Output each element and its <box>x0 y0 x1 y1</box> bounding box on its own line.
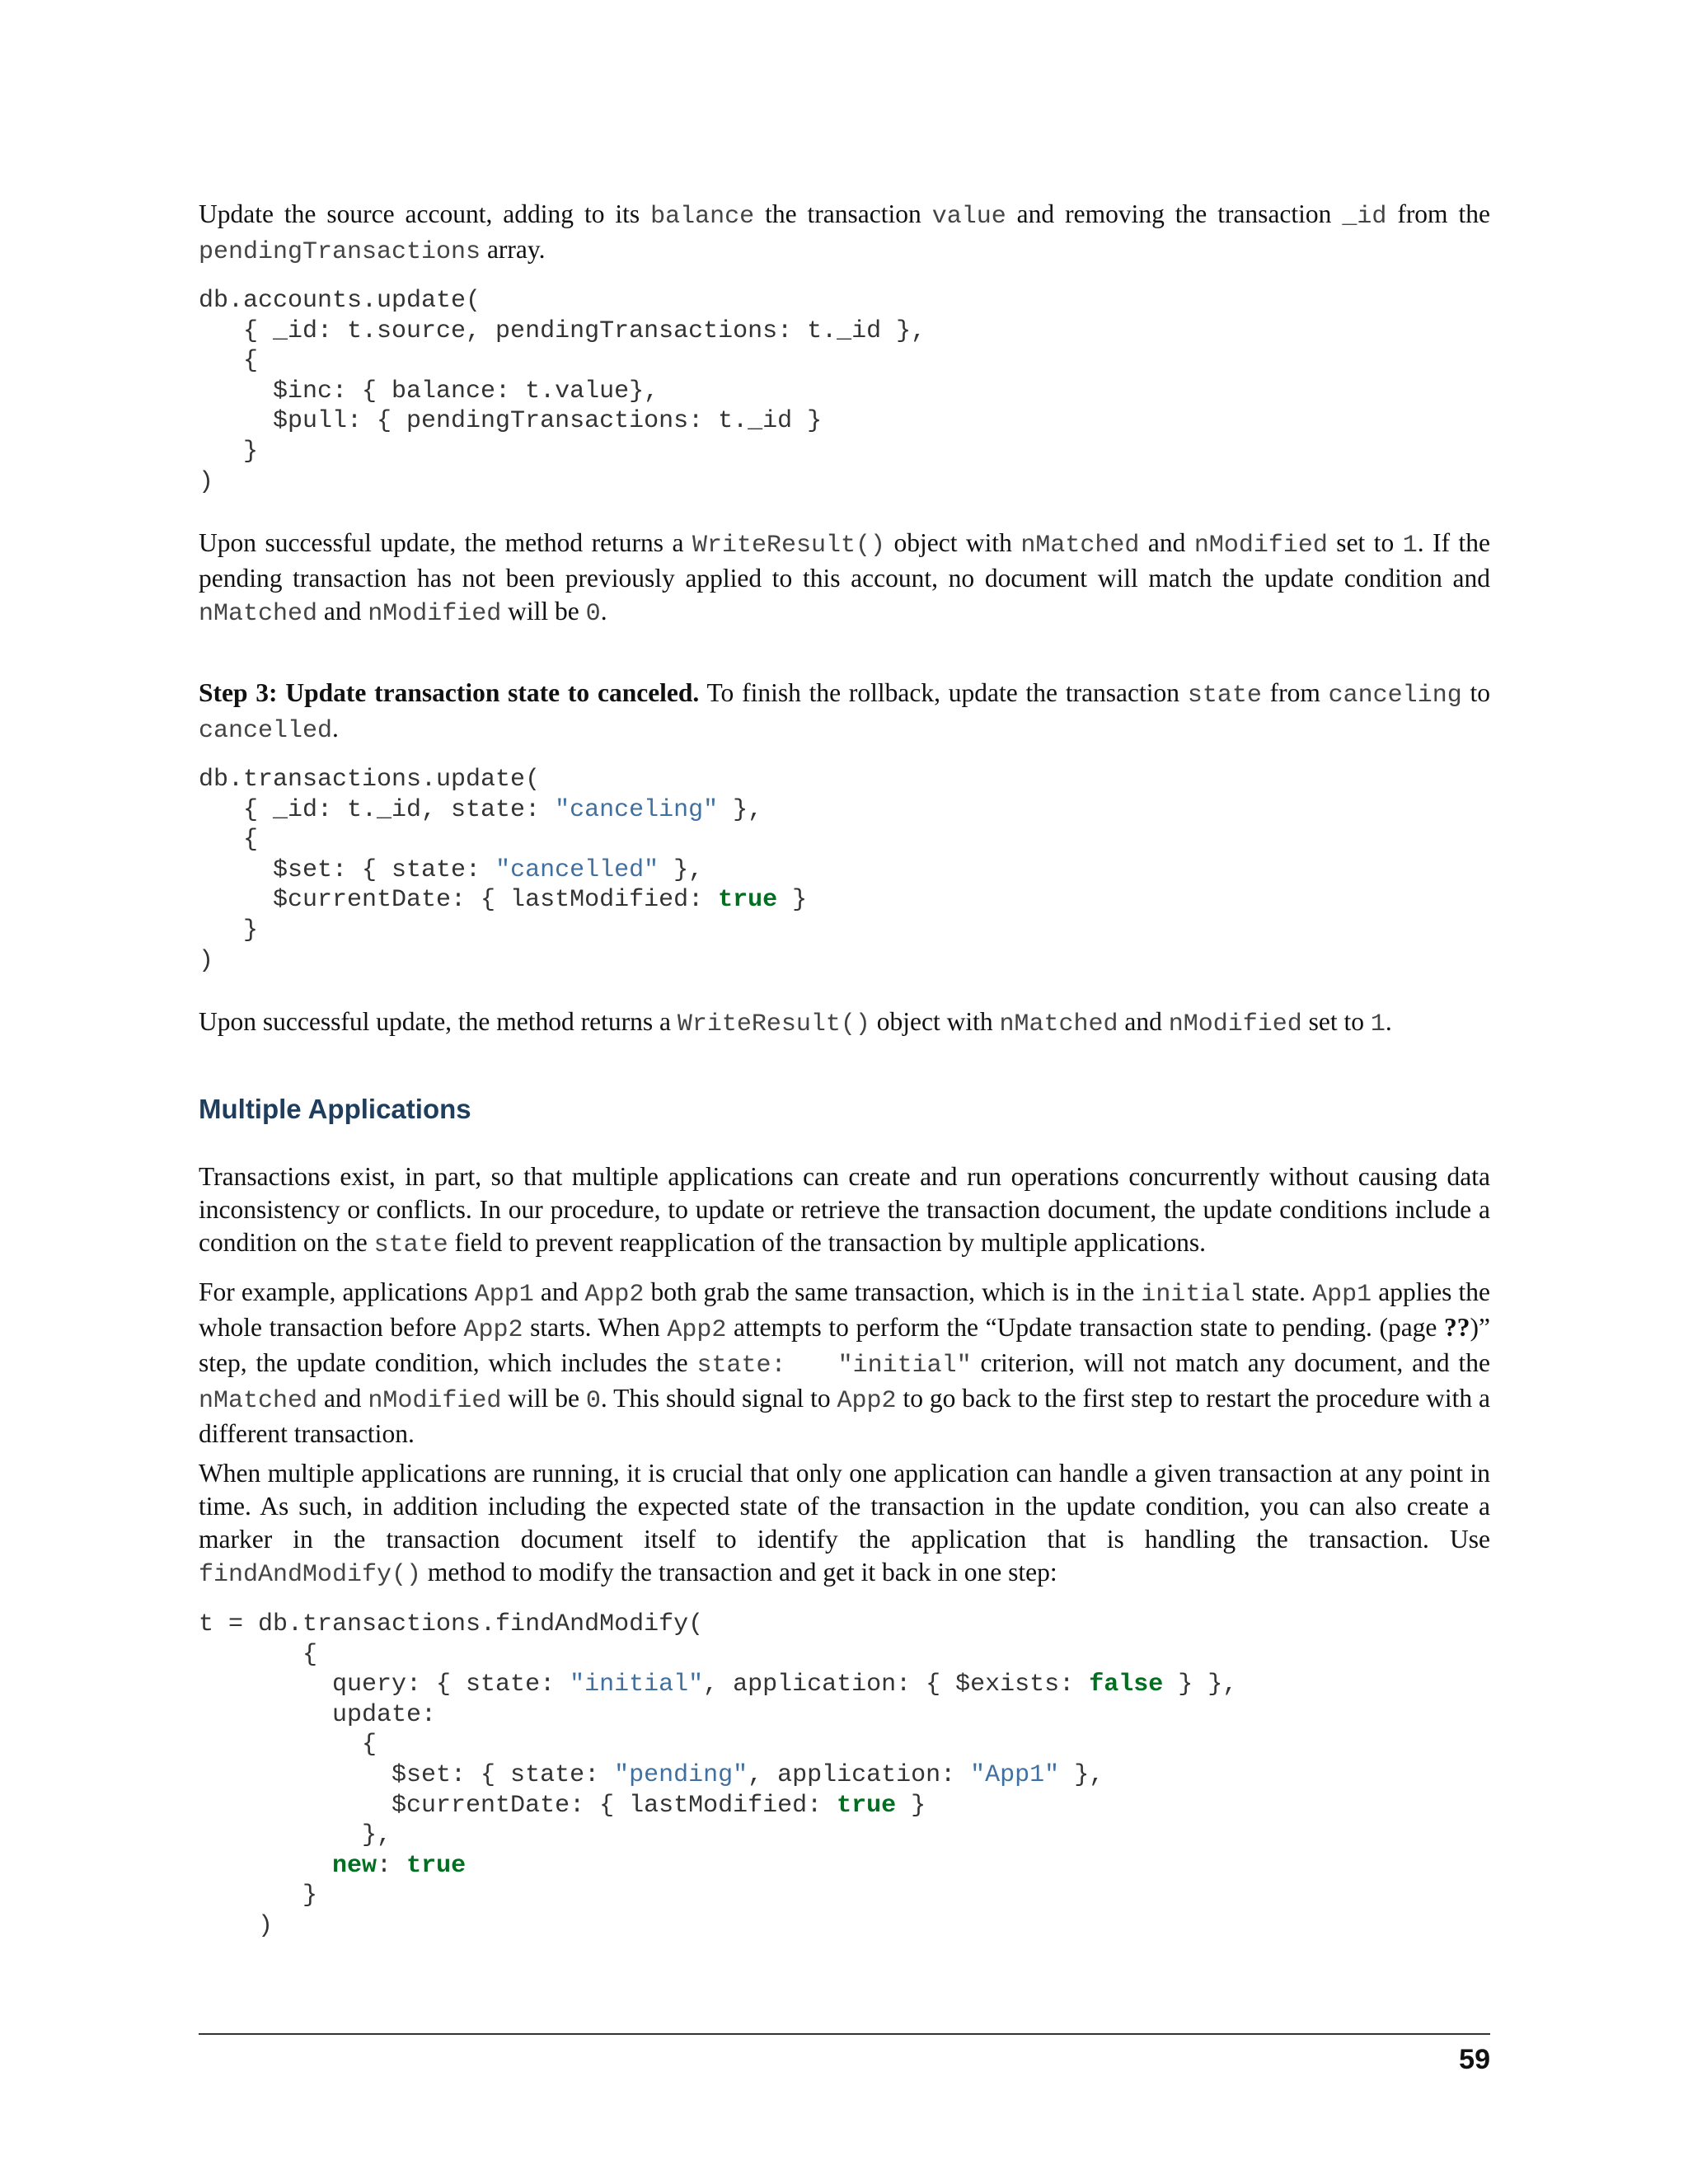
paragraph-for-example: For example, applications App1 and App2 both grab the same transaction, which is in the initial state. App1 applies the whole transaction before App2 starts. When App2 attempts to perform the “Update transaction state to pending. (page ??)” step, the update condition, which includes the state: "initial" criterion, will not match any document, and the nMatched and nModified will be 0. This should signal to App2 to go back to the first step to restart the procedure with a different transaction. <box>199 1277 1491 1448</box>
paragraph-write-result-2: Upon successful update, the method returns a WriteResult() object with nMatched and nModified set to 1. <box>199 1007 1392 1038</box>
code-block-accounts-update: db.accounts.update( { _id: t.source, pendingTransactions: t._id }, { $inc: { balance: t.value}, $pull: { pendingTransactions: t._id } } ) <box>199 287 926 496</box>
paragraph-multiple-apps-running: When multiple applications are running, it is crucial that only one application can handle a given transaction at any point in time. As such, in addition including the expected state of the transaction in the update condition, you can also create a marker in the transaction document itself to identify the application that is handling the transaction. Use findAndModify() method to modify the transaction and get it back in one step: <box>199 1459 1490 1589</box>
step-3-title: Step 3: Update transaction state to canceled. <box>199 678 700 707</box>
paragraph-step-3: Step 3: Update transaction state to canceled. To finish the rollback, update the transaction state from canceling to cancelled. <box>199 678 1490 745</box>
code-block-transactions-update: db.transactions.update( { _id: t._id, state: "canceling" }, { $set: { state: "cancelled" }, $currentDate: { lastModified: true } } ) <box>199 766 808 975</box>
section-heading-multiple-applications: Multiple Applications <box>199 1094 471 1124</box>
footer-rule <box>199 2033 1490 2035</box>
code-block-find-and-modify: t = db.transactions.findAndModify( { query: { state: "initial", application: { $exists: false } }, update: { $set: { state: "pending", application: "App1" }, $currentDate: { lastModified: true } }, new: true } ) <box>199 1610 1238 1940</box>
paragraph-transactions-exist: Transactions exist, in part, so that multiple applications can create and run operations concurrently without causing data inconsistency or conflicts. In our procedure, to update or retrieve the transaction document, the update conditions include a condition on the state field to prevent reapplication of the transaction by multiple applications. <box>199 1162 1490 1259</box>
page-number: 59 <box>1459 2044 1490 2075</box>
paragraph-write-result-1: Upon successful update, the method returns a WriteResult() object with nMatched and nModified set to 1. If the pending transaction has not been previously applied to this account, no document will match the update condition and nMatched and nModified will be 0. <box>199 528 1491 628</box>
paragraph-update-source-account: Update the source account, adding to its balance the transaction value and removing the transaction _id from the pendingTransactions array. <box>199 199 1490 266</box>
